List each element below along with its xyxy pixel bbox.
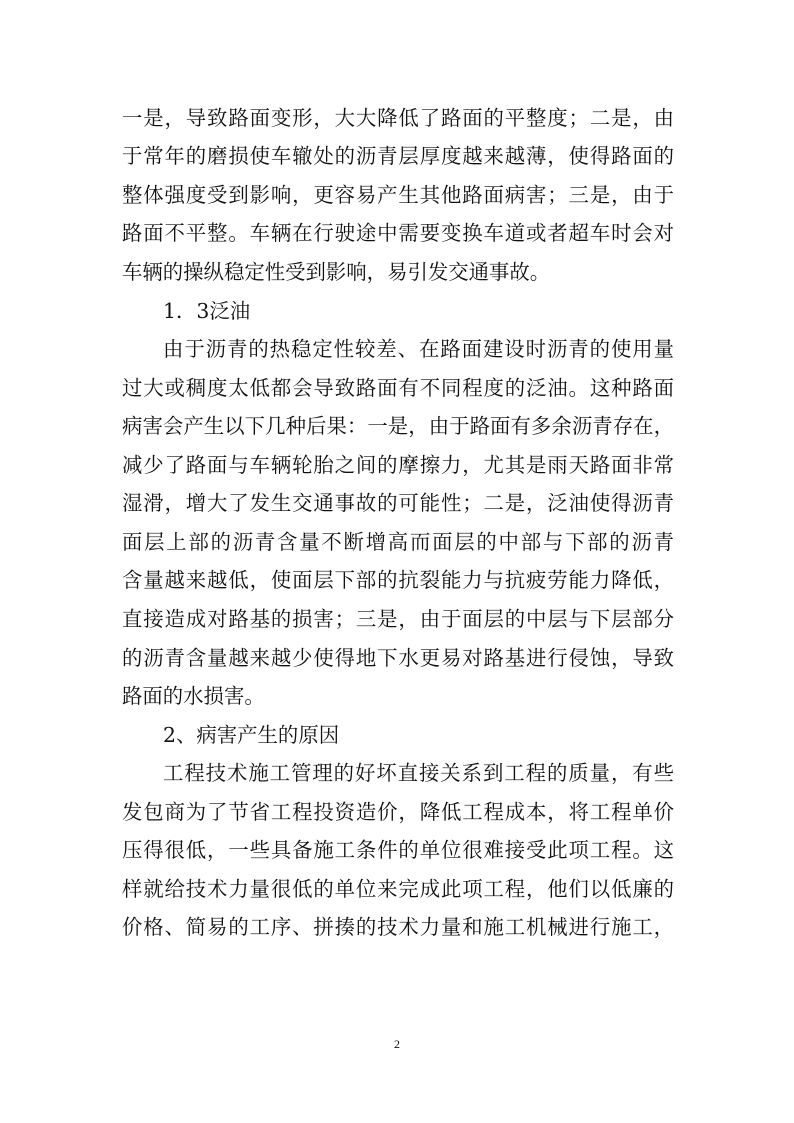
body-text-line: 病害会产生以下几种后果：一是，由于路面有多余沥青存在， [122, 414, 674, 438]
body-text-line: 的沥青含量越来越少使得地下水更易对路基进行侵蚀，导致 [122, 646, 674, 670]
body-text-line: 整体强度受到影响，更容易产生其他路面病害；三是，由于 [122, 183, 674, 207]
body-text-line: 发包商为了节省工程投资造价，降低工程成本，将工程单价 [122, 800, 674, 824]
body-text-line: 面层上部的沥青含量不断增高而面层的中部与下部的沥青 [122, 530, 674, 554]
body-text-line: 由于沥青的热稳定性较差、在路面建设时沥青的使用量 [163, 337, 674, 361]
body-text-line: 减少了路面与车辆轮胎之间的摩擦力，尤其是雨天路面非常 [122, 453, 674, 477]
body-text-line: 于常年的磨损使车辙处的沥青层厚度越来越薄，使得路面的 [122, 144, 674, 168]
body-text-line: 湿滑，增大了发生交通事故的可能性；二是，泛油使得沥青 [122, 491, 674, 515]
body-text-line: 一是，导致路面变形，大大降低了路面的平整度；二是，由 [122, 106, 674, 130]
body-text-line: 车辆的操纵稳定性受到影响，易引发交通事故。 [122, 260, 551, 284]
body-text-line: 样就给技术力量很低的单位来完成此项工程，他们以低廉的 [122, 877, 674, 901]
body-text-line: 路面的水损害。 [122, 684, 265, 708]
body-text-line: 路面不平整。车辆在行驶途中需要变换车道或者超车时会对 [122, 221, 674, 245]
body-text-line: 过大或稠度太低都会导致路面有不同程度的泛油。这种路面 [122, 376, 674, 400]
section-heading: 2、病害产生的原因 [163, 723, 340, 747]
body-text-line: 工程技术施工管理的好坏直接关系到工程的质量，有些 [163, 761, 674, 785]
body-text-line: 含量越来越低，使面层下部的抗裂能力与抗疲劳能力降低， [122, 568, 674, 592]
section-heading: 1．3泛油 [163, 299, 251, 323]
body-text-line: 压得很低，一些具备施工条件的单位很难接受此项工程。这 [122, 838, 674, 862]
body-text-line: 价格、简易的工序、拼揍的技术力量和施工机械进行施工， [122, 915, 674, 939]
page-number: 2 [394, 1037, 400, 1051]
body-text-line: 直接造成对路基的损害；三是，由于面层的中层与下层部分 [122, 607, 674, 631]
